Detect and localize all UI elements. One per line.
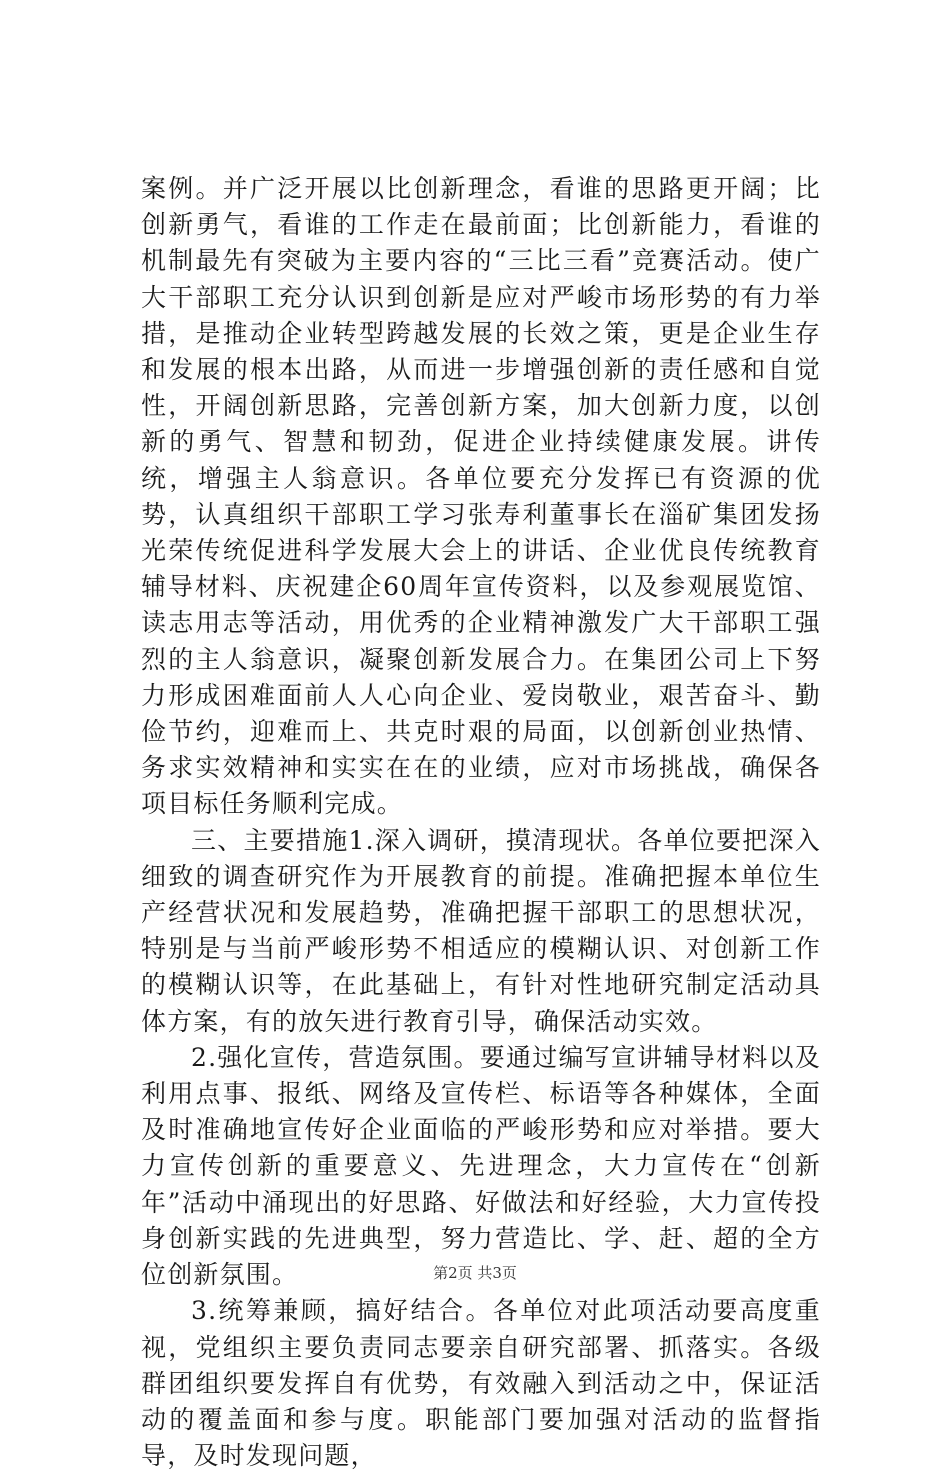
paragraph-1: 案例。并广泛开展以比创新理念，看谁的思路更开阔；比创新勇气，看谁的工作走在最前面；比创新能力，看谁的机制最先有突破为主要内容的“三比三看”竞赛活动。使广大干部职工充分认识到创新是应对严峻市场形势的有力举措，是推动企业转型跨越发展的长效之策，更是企业生存和发展的根本出路，从而进一步增强创新的责任感和自觉性，开阔创新思路，完善创新方案，加大创新力度，以创新的勇气、智慧和韧劲，促进企业持续健康发展。讲传统，增强主人翁意识。各单位要充分发挥已有资源的优势，认真组织干部职工学习张寿利董事长在淄矿集团发扬光荣传统促进科学发展大会上的讲话、企业优良传统教育辅导材料、庆祝建企60周年宣传资料，以及参观展览馆、读志用志等活动，用优秀的企业精神激发广大干部职工强烈的主人翁意识，凝聚创新发展合力。在集团公司上下努力形成困难面前人人心向企业、爱岗敬业，艰苦奋斗、勤俭节约，迎难而上、共克时艰的局面，以创新创业热情、务求实效精神和实实在在的业绩，应对市场挑战，确保各项目标任务顺利完成。 xyxy=(141,174,821,819)
paragraph-4: 3.统筹兼顾，搞好结合。各单位对此项活动要高度重视，党组织主要负责同志要亲自研究部署、抓落实。各级群团组织要发挥自有优势，有效融入到活动之中，保证活动的覆盖面和参与度。职能部门要加强对活动的监督指导，及时发现问题， xyxy=(141,1296,821,1471)
paragraph-2: 三、主要措施1.深入调研，摸清现状。各单位要把深入细致的调查研究作为开展教育的前提。准确把握本单位生产经营状况和发展趋势，准确把握干部职工的思想状况，特别是与当前严峻形势不相适应的模糊认识、对创新工作的模糊认识等，在此基础上，有针对性地研究制定活动具体方案，有的放矢进行教育引导，确保活动实效。 xyxy=(141,825,821,1036)
paragraph-3: 2.强化宣传，营造氛围。要通过编写宣讲辅导材料以及利用点事、报纸、网络及宣传栏、标语等各种媒体，全面及时准确地宣传好企业面临的严峻形势和应对举措。要大力宣传创新的重要意义、先进理念，大力宣传在“创新年”活动中涌现出的好思路、好做法和好经验，大力宣传投身创新实践的先进典型，努力营造比、学、赶、超的全方位创新氛围。 xyxy=(141,1042,821,1290)
page-number-footer: 第2页 共3页 xyxy=(433,1264,517,1282)
